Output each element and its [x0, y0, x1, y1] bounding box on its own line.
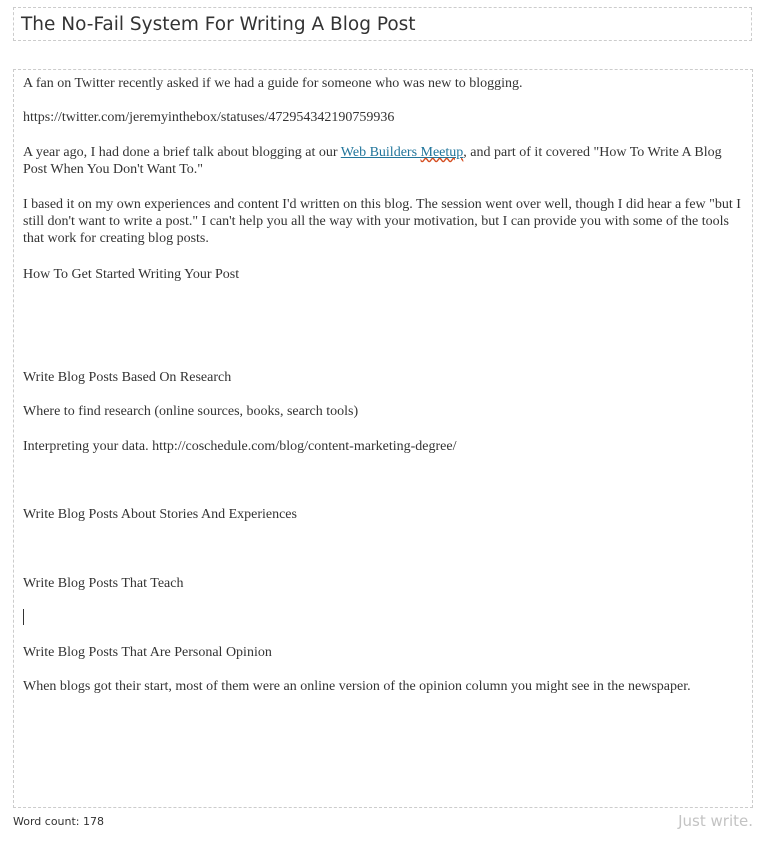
editor-paragraph: I based it on my own experiences and content I'd written on this blog. The session went over well, though I did hear a few "but I still don't want to write a post." I can't help you all the way with your motivation, but I can provide you with some of the tools that work for creating blog posts.	[23, 197, 741, 246]
editor-paragraph: A fan on Twitter recently asked if we had a guide for someone who was new to blogging.	[23, 76, 523, 91]
editor-heading: Write Blog Posts Based On Research	[23, 370, 232, 385]
just-write-brand: Just write.	[678, 812, 753, 830]
post-content-editor[interactable]	[13, 69, 753, 808]
editor-heading: Write Blog Posts That Are Personal Opinion	[23, 645, 272, 660]
editor-paragraph: Where to find research (online sources, books, search tools)	[23, 404, 359, 419]
editor-paragraph: When blogs got their start, most of them were an online version of the opinion column you might see in the newspaper.	[23, 679, 691, 694]
editor-heading: Write Blog Posts That Teach	[23, 576, 184, 591]
spellcheck-word: Meetup	[420, 145, 464, 160]
web-builders-meetup-link[interactable]: Web Builders Meetup	[340, 145, 464, 160]
editor-text: , and part of it covered "How To Write A Blog Post When You Don't Want To."	[23, 145, 722, 177]
editor-paragraph-tweet-url: https://twitter.com/jeremyinthebox/statuses/472954342190759936	[23, 110, 395, 125]
post-title-field[interactable]	[13, 7, 752, 41]
editor-heading: Write Blog Posts About Stories And Experiences	[23, 507, 297, 522]
editor-paragraph: Interpreting your data. http://coschedule.com/blog/content-marketing-degree/	[23, 439, 457, 454]
post-title-text: The No-Fail System For Writing A Blog Post	[21, 14, 416, 35]
word-count: Word count: 178	[13, 815, 105, 828]
editor-heading: How To Get Started Writing Your Post	[23, 267, 240, 282]
editor-paragraph	[23, 144, 743, 178]
text-cursor	[23, 609, 24, 625]
editor-text: A year ago, I had done a brief talk about blogging at our	[23, 145, 341, 160]
